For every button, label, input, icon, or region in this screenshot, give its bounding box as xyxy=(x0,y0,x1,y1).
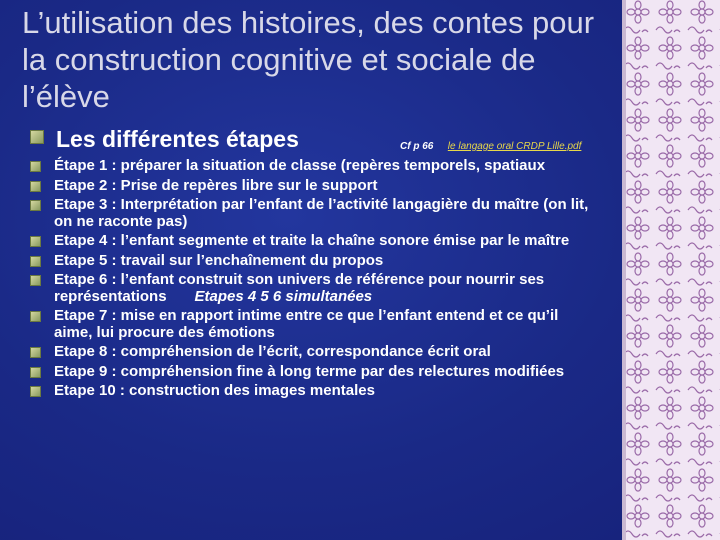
step-item xyxy=(30,308,600,341)
step-text: Etape 8 : compréhension de l’écrit, correspondance écrit oral xyxy=(54,343,491,360)
bullet-icon xyxy=(30,256,41,267)
step-item xyxy=(30,158,600,175)
step-text: Etape 5 : travail sur l’enchaînement du propos xyxy=(54,251,384,269)
step-text: Etape 9 : compréhension fine à long terme par des relectures modifiées xyxy=(54,362,565,380)
step-item xyxy=(30,364,600,381)
bullet-icon xyxy=(30,275,41,286)
reference-link[interactable]: le langage oral CRDP Lille.pdf xyxy=(447,141,582,152)
decorative-pattern-border xyxy=(622,0,720,540)
step-text: Etape 3 : Interprétation par l’enfant de l’activité langagière du maître (on lit, on ne raconte pas) xyxy=(54,196,589,230)
reference xyxy=(400,136,581,154)
reference-page: Cf p 66 xyxy=(400,141,434,152)
step-item xyxy=(30,383,600,400)
step-item xyxy=(30,344,600,361)
step-item xyxy=(30,253,600,270)
section-heading: Les différentes étapes xyxy=(56,126,299,152)
step-item xyxy=(30,233,600,250)
bullet-icon xyxy=(30,367,41,378)
step-text: Etape 6 : l’enfant construit son univers de référence pour nourrir ses représentations xyxy=(54,271,545,305)
bullet-icon xyxy=(30,311,41,322)
step-emphasis: Etapes 4 5 6 simultanées xyxy=(194,287,373,305)
bullet-icon xyxy=(30,236,41,247)
slide-title: L’utilisation des histoires, des contes pour la construction cognitive et sociale de l’élève xyxy=(22,5,595,114)
bullet-icon xyxy=(30,181,41,192)
step-item xyxy=(30,178,600,195)
step-text: Étape 1 : préparer la situation de classe (repères temporels, spatiaux xyxy=(54,157,546,174)
step-text: Etape 7 : mise en rapport intime entre ce que l’enfant entend et ce qu’il aime, lui procure des émotions xyxy=(54,307,559,341)
bullet-icon xyxy=(30,386,41,397)
step-text: Etape 2 : Prise de repères libre sur le support xyxy=(54,176,378,194)
step-text: Etape 4 : l’enfant segmente et traite la chaîne sonore émise par le maître xyxy=(54,232,570,249)
steps-list xyxy=(30,158,600,403)
bullet-icon xyxy=(30,200,41,211)
step-text: Etape 10 : construction des images mentales xyxy=(54,382,375,399)
step-item xyxy=(30,197,600,230)
bullet-icon xyxy=(30,161,41,172)
bullet-icon xyxy=(30,347,41,358)
step-item xyxy=(30,272,600,305)
bullet-icon xyxy=(30,130,44,144)
